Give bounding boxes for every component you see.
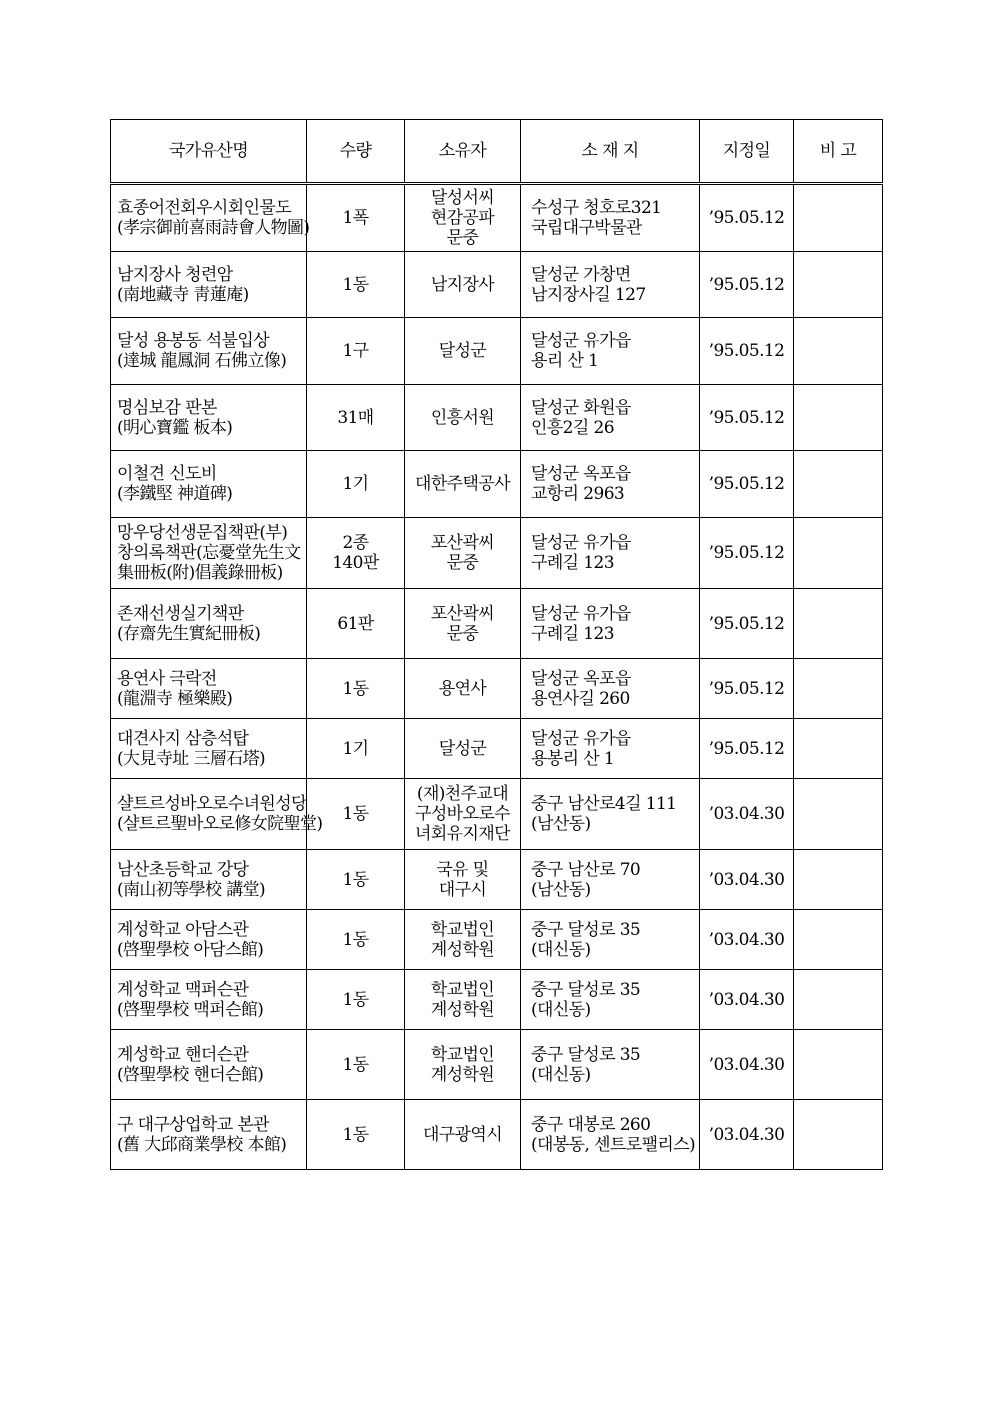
location-cell-line: 중구 대봉로 260 [531,1114,651,1135]
heritage-name-cell-line: 구 대구상업학교 본관 [117,1114,270,1135]
location-cell-line: 달성군 옥포읍 [531,464,631,484]
heritage-name-cell [111,451,307,518]
header-owner: 소유자 [405,120,521,184]
quantity-cell-line: 1동 [342,1054,369,1075]
remarks-cell [794,318,883,385]
quantity-cell-line: 1동 [342,274,369,295]
heritage-name-cell-line: (孝宗御前喜雨詩會人物圖) [117,218,310,238]
quantity-cell [307,184,405,252]
heritage-name-cell-line: 명심보감 판본 [117,397,217,418]
owner-cell-line: 포산곽씨 [430,603,495,624]
location-cell-line: 중구 달성로 35 [531,1044,641,1065]
owner-cell-line: 대구광역시 [422,1124,503,1145]
owner-cell-line: 국유 및 [436,859,489,880]
location-cell-line: 달성군 화원읍 [531,397,631,418]
heritage-name-cell-line: (舊 大邱商業學校 本館) [117,1134,287,1155]
owner-cell-line: 학교법인 [430,919,495,940]
header-remarks: 비 고 [794,120,883,184]
heritage-name-cell [111,518,307,589]
owner-cell-line: 포산곽씨 [430,533,495,553]
heritage-name-cell [111,779,323,850]
quantity-cell [307,1030,405,1100]
heritage-name-cell-line: 효종어전회우시회인물도 [117,198,292,218]
designation-date-cell: ’03.04.30 [700,1100,794,1170]
owner-cell-line: 문중 [446,623,479,644]
table-row [111,589,883,659]
owner-cell-line: 용연사 [438,678,487,699]
owner-cell [405,318,521,385]
heritage-table [110,119,883,1170]
table-row [111,318,883,385]
owner-cell-line: 문중 [446,228,479,248]
heritage-name-cell-line: (明心寶鑑 板本) [117,417,233,438]
owner-cell-line: 남지장사 [430,274,495,295]
remarks-cell [794,451,883,518]
remarks-cell [794,850,883,910]
location-cell [521,451,700,518]
table-row [111,970,883,1030]
quantity-cell [307,910,405,970]
owner-cell-line: 녀회유지재단 [415,824,510,844]
quantity-cell [307,719,405,779]
remarks-cell [794,252,883,318]
location-cell-line: 수성구 청호로321 [531,198,662,218]
heritage-name-cell-line: 달성 용봉동 석불입상 [117,331,270,351]
designation-date-cell: ’95.05.12 [700,451,794,518]
owner-cell-line: 현감공파 [430,208,495,228]
location-cell [521,970,700,1030]
quantity-cell-line: 1폭 [342,208,369,228]
heritage-name-cell [111,659,307,719]
owner-cell-line: 학교법인 [430,1044,495,1065]
heritage-name-cell [111,1030,307,1100]
table-row [111,779,883,850]
heritage-name-cell [111,910,307,970]
designation-date-cell: ’95.05.12 [700,252,794,318]
heritage-name-cell-line: (龍淵寺 極樂殿) [117,688,233,709]
owner-cell-line: (재)천주교대 [416,784,509,804]
remarks-cell [794,970,883,1030]
location-cell-line: 용연사길 260 [531,688,630,709]
owner-cell-line: 달성서씨 [430,188,495,208]
table-row [111,659,883,719]
location-cell-line: 달성군 옥포읍 [531,668,631,689]
location-cell [521,659,700,719]
owner-cell [405,719,521,779]
location-cell-line: 달성군 유가읍 [531,603,631,624]
location-cell [521,779,700,850]
owner-cell [405,252,521,318]
table-row [111,850,883,910]
quantity-cell-line: 61판 [337,613,374,634]
designation-date-cell: ’03.04.30 [700,1030,794,1100]
designation-date-cell: ’95.05.12 [700,719,794,779]
designation-date-cell: ’03.04.30 [700,910,794,970]
table-row [111,451,883,518]
location-cell [521,184,700,252]
owner-cell [405,589,521,659]
remarks-cell [794,659,883,719]
header-heritage-name: 국가유산명 [111,120,307,184]
owner-cell-line: 달성군 [438,738,487,759]
owner-cell-line: 계성학원 [430,939,495,960]
heritage-name-cell [111,850,307,910]
remarks-cell [794,589,883,659]
remarks-cell [794,719,883,779]
designation-date-cell: ’03.04.30 [700,779,794,850]
location-cell-line: 달성군 가창면 [531,264,631,285]
quantity-cell-line: 1동 [342,804,369,824]
heritage-name-cell-line: 존재선생실기책판 [117,603,244,624]
heritage-name-cell-line: (啓聖學校 맥퍼슨館) [117,999,264,1020]
location-cell-line: (대신동) [531,999,591,1020]
location-cell-line: 달성군 유가읍 [531,728,631,749]
heritage-name-cell [111,385,307,451]
owner-cell-line: 인흥서원 [430,407,495,428]
heritage-name-cell-line: 계성학교 맥퍼슨관 [117,979,249,1000]
designation-date-cell: ’03.04.30 [700,970,794,1030]
location-cell-line: 중구 달성로 35 [531,919,641,940]
quantity-cell-line: 1동 [342,1124,369,1145]
owner-cell-line: 문중 [446,553,479,573]
location-cell-line: 용리 산 1 [531,351,599,371]
heritage-name-cell-line: (南地藏寺 靑蓮庵) [117,284,249,305]
location-cell-line: (대봉동, 센트로팰리스) [531,1134,696,1155]
quantity-cell-line: 1동 [342,929,369,950]
location-cell-line: 용봉리 산 1 [531,748,615,769]
owner-cell [405,451,521,518]
location-cell-line: 교항리 2963 [531,484,625,504]
heritage-name-cell-line: 대견사지 삼층석탑 [117,728,249,749]
heritage-name-cell [111,184,310,252]
heritage-name-cell [111,252,307,318]
heritage-name-cell-line: 남산초등학교 강당 [117,859,249,880]
table-row [111,385,883,451]
remarks-cell [794,385,883,451]
location-cell [521,318,700,385]
heritage-name-cell-line: 남지장사 청련암 [117,264,233,285]
heritage-name-cell-line: (存齋先生實紀冊板) [117,623,261,644]
table-row [111,252,883,318]
heritage-name-cell-line: 集冊板(附)倡義錄冊板) [117,563,283,583]
location-cell [521,589,700,659]
heritage-name-cell [111,970,307,1030]
owner-cell [405,910,521,970]
owner-cell [405,659,521,719]
location-cell [521,910,700,970]
designation-date-cell: ’95.05.12 [700,589,794,659]
table-row [111,910,883,970]
heritage-name-cell-line: 계성학교 아담스관 [117,919,249,940]
location-cell [521,1030,700,1100]
location-cell-line: 달성군 유가읍 [531,331,631,351]
remarks-cell [794,1030,883,1100]
remarks-cell [794,518,883,589]
heritage-name-cell-line: (達城 龍鳳洞 石佛立像) [117,351,287,371]
quantity-cell-line: 2종 [342,533,369,553]
location-cell [521,719,700,779]
heritage-name-cell-line: (啓聖學校 아담스館) [117,939,264,960]
location-cell-line: (남산동) [531,879,591,900]
location-cell-line: (남산동) [531,814,591,834]
owner-cell [405,1030,521,1100]
owner-cell [405,184,521,252]
heritage-name-cell-line: 샬트르성바오로수녀원성당 [117,794,307,814]
heritage-name-cell [111,589,307,659]
quantity-cell-line: 1동 [342,869,369,890]
owner-cell-line: 계성학원 [430,999,495,1020]
location-cell-line: (대신동) [531,939,591,960]
heritage-name-cell-line: (南山初等學校 講堂) [117,879,266,900]
heritage-name-cell [111,1100,307,1170]
location-cell-line: 구례길 123 [531,553,614,573]
table-row [111,184,883,252]
location-cell [521,252,700,318]
table-row [111,518,883,589]
location-cell-line: 달성군 유가읍 [531,533,631,553]
designation-date-cell: ’95.05.12 [700,518,794,589]
quantity-cell [307,659,405,719]
designation-date-cell: ’95.05.12 [700,184,794,252]
designation-date-cell: ’95.05.12 [700,318,794,385]
owner-cell [405,779,521,850]
owner-cell [405,518,521,589]
owner-cell-line: 대구시 [438,879,487,900]
heritage-name-cell-line: 계성학교 핸더슨관 [117,1044,249,1065]
owner-cell [405,970,521,1030]
location-cell-line: 인흥2길 26 [531,417,614,438]
heritage-name-cell-line: (샬트르聖바오로修女院聖堂) [117,814,323,834]
quantity-cell [307,850,405,910]
owner-cell-line: 구성바오로수 [415,804,510,824]
table-row [111,1100,883,1170]
quantity-cell-line: 31매 [337,407,374,428]
location-cell-line: 중구 남산로4길 111 [531,794,677,814]
designation-date-cell: ’03.04.30 [700,850,794,910]
location-cell-line: 국립대구박물관 [531,218,642,238]
remarks-cell [794,1100,883,1170]
quantity-cell [307,318,405,385]
location-cell-line: 중구 남산로 70 [531,859,641,880]
heritage-name-cell-line: 용연사 극락전 [117,668,217,689]
quantity-cell [307,385,405,451]
heritage-name-cell-line: (大見寺址 三層石塔) [117,748,266,769]
header-location: 소 재 지 [521,120,700,184]
location-cell-line: 구례길 123 [531,623,614,644]
location-cell-line: 남지장사길 127 [531,284,646,305]
header-designation-date: 지정일 [700,120,794,184]
quantity-cell-line: 1동 [342,989,369,1010]
heritage-name-cell-line: (李鐵堅 神道碑) [117,484,233,504]
owner-cell [405,385,521,451]
quantity-cell [307,589,405,659]
owner-cell [405,850,521,910]
location-cell-line: 중구 달성로 35 [531,979,641,1000]
heritage-name-cell-line: 창의록책판(忘憂堂先生文 [117,543,301,563]
table-row [111,719,883,779]
owner-cell-line: 달성군 [438,341,487,361]
location-cell [521,518,700,589]
quantity-cell-line: 1동 [342,678,369,699]
remarks-cell [794,184,883,252]
remarks-cell [794,779,883,850]
heritage-name-cell [111,318,307,385]
header-quantity: 수량 [307,120,405,184]
quantity-cell [307,252,405,318]
quantity-cell [307,970,405,1030]
remarks-cell [794,910,883,970]
owner-cell [405,1100,521,1170]
heritage-name-cell-line: 이철견 신도비 [117,464,217,484]
owner-cell-line: 대한주택공사 [415,474,510,494]
owner-cell-line: 학교법인 [430,979,495,1000]
table-row [111,1030,883,1100]
quantity-cell [307,451,405,518]
header-row [111,120,883,184]
quantity-cell-line: 1기 [342,474,369,494]
quantity-cell-line: 1구 [342,341,369,361]
location-cell-line: (대신동) [531,1064,591,1085]
quantity-cell-line: 1기 [342,738,369,759]
designation-date-cell: ’95.05.12 [700,385,794,451]
quantity-cell [307,1100,405,1170]
designation-date-cell: ’95.05.12 [700,659,794,719]
heritage-name-cell-line: (啓聖學校 핸더슨館) [117,1064,264,1085]
quantity-cell [307,518,405,589]
heritage-name-cell-line: 망우당선생문집책판(부) [117,523,288,543]
location-cell [521,1100,700,1170]
heritage-name-cell [111,719,307,779]
location-cell [521,385,700,451]
quantity-cell-line: 140판 [332,553,379,573]
location-cell [521,850,700,910]
owner-cell-line: 계성학원 [430,1064,495,1085]
